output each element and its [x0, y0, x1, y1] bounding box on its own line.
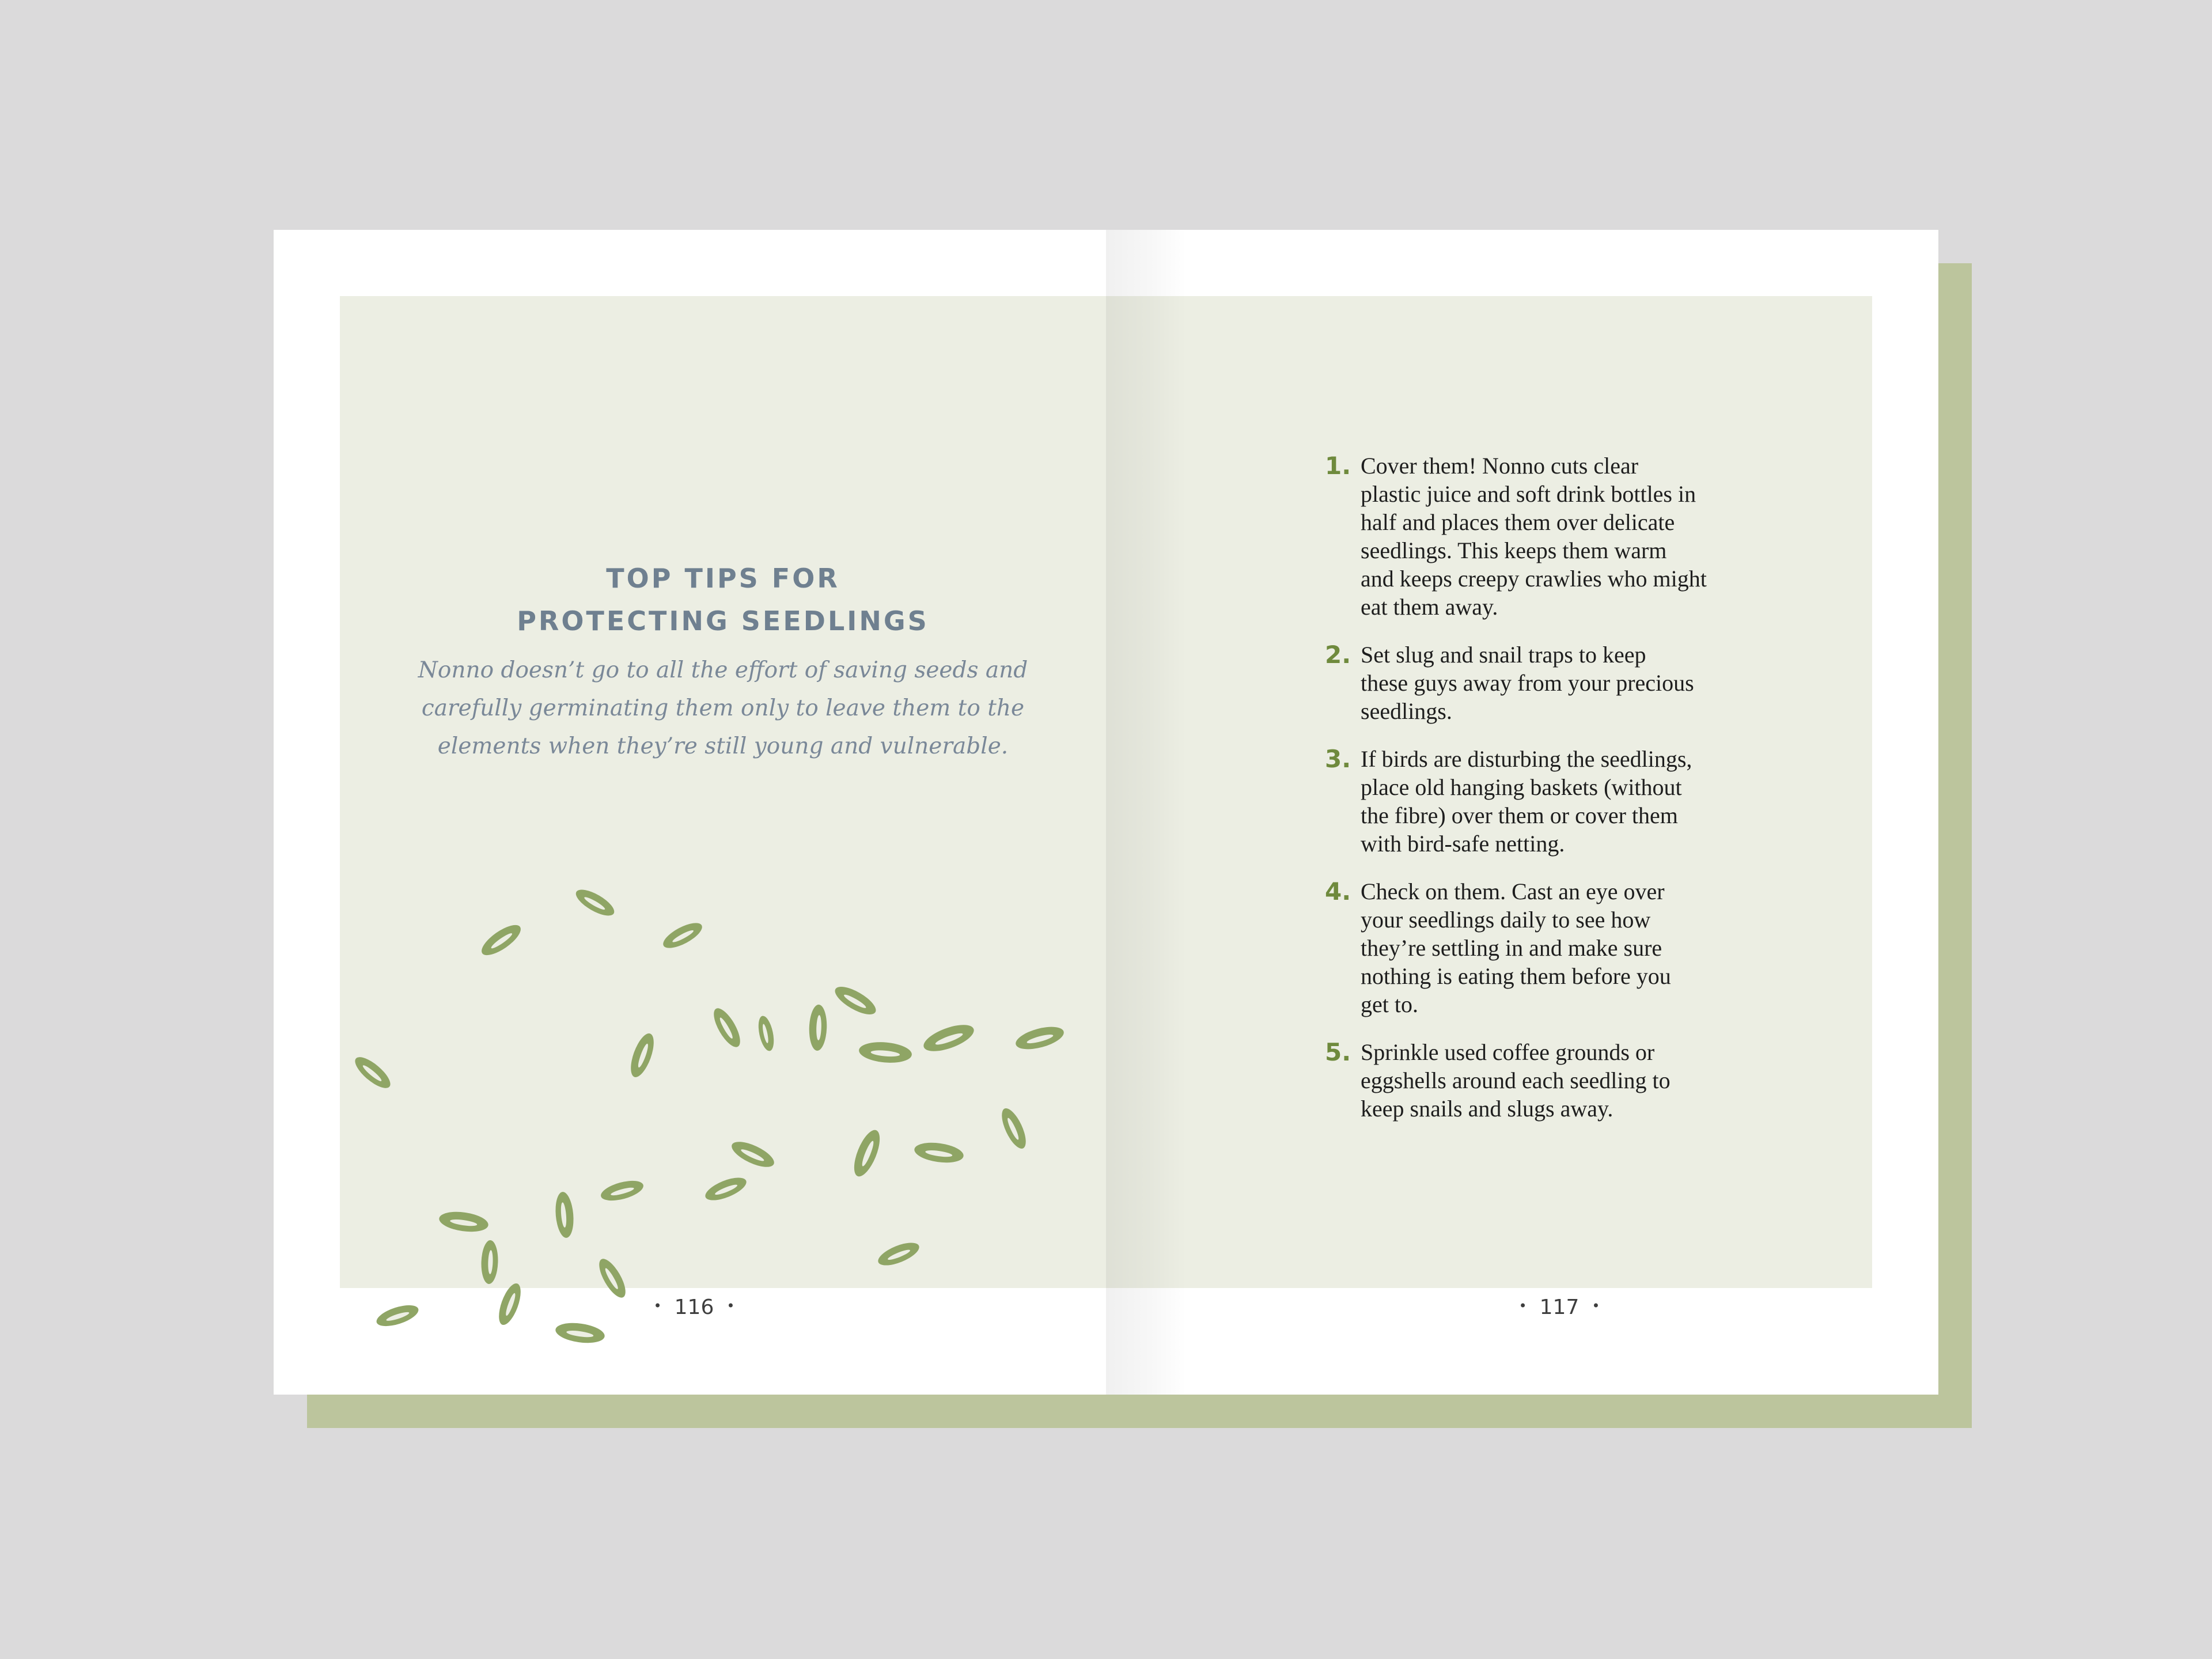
tip-item [1325, 877, 1763, 1018]
tip-text-line: keep snails and slugs away. [1361, 1096, 1613, 1122]
tip-text-line: get to. [1361, 991, 1418, 1017]
page-number-left: • 116 • [653, 1296, 735, 1319]
tip-text-line: your seedlings daily to see how [1361, 907, 1651, 933]
tip-text-line: eggshells around each seedling to [1361, 1067, 1671, 1093]
page-title [446, 557, 999, 642]
tip-text-line: seedlings. [1361, 698, 1452, 724]
open-book-spread [274, 230, 1938, 1395]
intro-line: elements when they’re still young and vulnerable. [437, 733, 1009, 759]
tip-text-line: the fibre) over them or cover them [1361, 802, 1678, 828]
tip-text-line: half and places them over delicate [1361, 509, 1675, 535]
tip-text-line: these guys away from your precious [1361, 670, 1694, 696]
tip-number: 2. [1325, 641, 1351, 669]
intro-paragraph [406, 652, 1040, 766]
tip-text-line: eat them away. [1361, 594, 1498, 620]
left-page-panel [340, 296, 1106, 1288]
tip-text-line: If birds are disturbing the seedlings, [1361, 746, 1692, 772]
tip-text-line: they’re settling in and make sure [1361, 935, 1662, 961]
tip-text-line: Sprinkle used coffee grounds or [1361, 1039, 1655, 1065]
tip-text [1361, 1038, 1763, 1123]
tips-list [1325, 452, 1763, 1142]
tip-item [1325, 641, 1763, 725]
tip-text-line: and keeps creepy crawlies who might [1361, 566, 1707, 592]
tip-item [1325, 1038, 1763, 1123]
page-title-line-1: TOP TIPS FOR [606, 563, 840, 594]
tip-text-line: seedlings. This keeps them warm [1361, 537, 1667, 563]
tip-text-line: with bird-safe netting. [1361, 831, 1565, 857]
tip-text-line: Check on them. Cast an eye over [1361, 878, 1665, 904]
page-number-right-value: 117 [1539, 1296, 1580, 1319]
tip-text [1361, 877, 1763, 1018]
tip-text-line: Cover them! Nonno cuts clear [1361, 453, 1639, 479]
tip-text-line: nothing is eating them before you [1361, 963, 1671, 989]
tip-text [1361, 452, 1763, 621]
tip-text [1361, 641, 1763, 725]
tip-number: 5. [1325, 1038, 1351, 1066]
page-title-line-2: PROTECTING SEEDLINGS [517, 605, 929, 637]
page-number-right: • 117 • [1518, 1296, 1600, 1319]
intro-line: Nonno doesn’t go to all the effort of saving seeds and [418, 657, 1028, 683]
tip-item [1325, 745, 1763, 858]
tip-number: 1. [1325, 452, 1351, 480]
tip-text-line: place old hanging baskets (without [1361, 774, 1682, 800]
tip-number: 4. [1325, 877, 1351, 906]
intro-line: carefully germinating them only to leave them to the [421, 695, 1025, 721]
tip-text [1361, 745, 1763, 858]
tip-item [1325, 452, 1763, 621]
tip-text-line: plastic juice and soft drink bottles in [1361, 481, 1696, 507]
tip-number: 3. [1325, 745, 1351, 773]
tip-text-line: Set slug and snail traps to keep [1361, 642, 1646, 668]
page-number-left-value: 116 [674, 1296, 714, 1319]
